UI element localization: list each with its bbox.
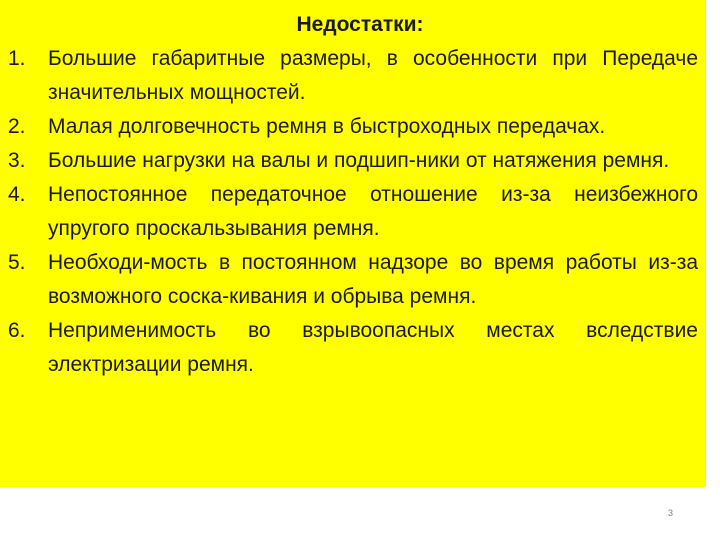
list-item-number: 2. [8, 115, 26, 138]
list-item-text: Необходи-мость в постоянном надзоре во время работы из-за возможного соска-кивания и обрыва ремня. [48, 251, 698, 308]
list-item-number: 5. [8, 251, 26, 274]
list-item-text: Непостоянное передаточное отношение из-за неизбежного упругого проскальзывания ремня. [48, 183, 698, 240]
list-item [8, 110, 698, 144]
list-item [8, 144, 698, 178]
list-item [8, 314, 698, 382]
list-item [8, 42, 698, 110]
list-item-text: Большие габаритные размеры, в особенности при Передаче значительных мощностей. [48, 47, 698, 104]
list-item [8, 178, 698, 246]
list-item-number: 1. [8, 47, 26, 70]
list-item-text: Малая долговечность ремня в быстроходных передачах. [48, 115, 606, 138]
list-item-number: 6. [8, 319, 26, 342]
page-number: 3 [668, 508, 674, 518]
list-item-text: Неприменимость во взрывоопасных местах вследствие электризации ремня. [48, 319, 698, 376]
list-item-number: 3. [8, 149, 26, 172]
list-item-text: Большие нагрузки на валы и подшип-ники от натяжения ремня. [48, 149, 670, 172]
slide-title: Недостатки: [296, 13, 424, 36]
disadvantages-list [8, 42, 698, 382]
list-item-number: 4. [8, 183, 26, 206]
list-item [8, 246, 698, 314]
